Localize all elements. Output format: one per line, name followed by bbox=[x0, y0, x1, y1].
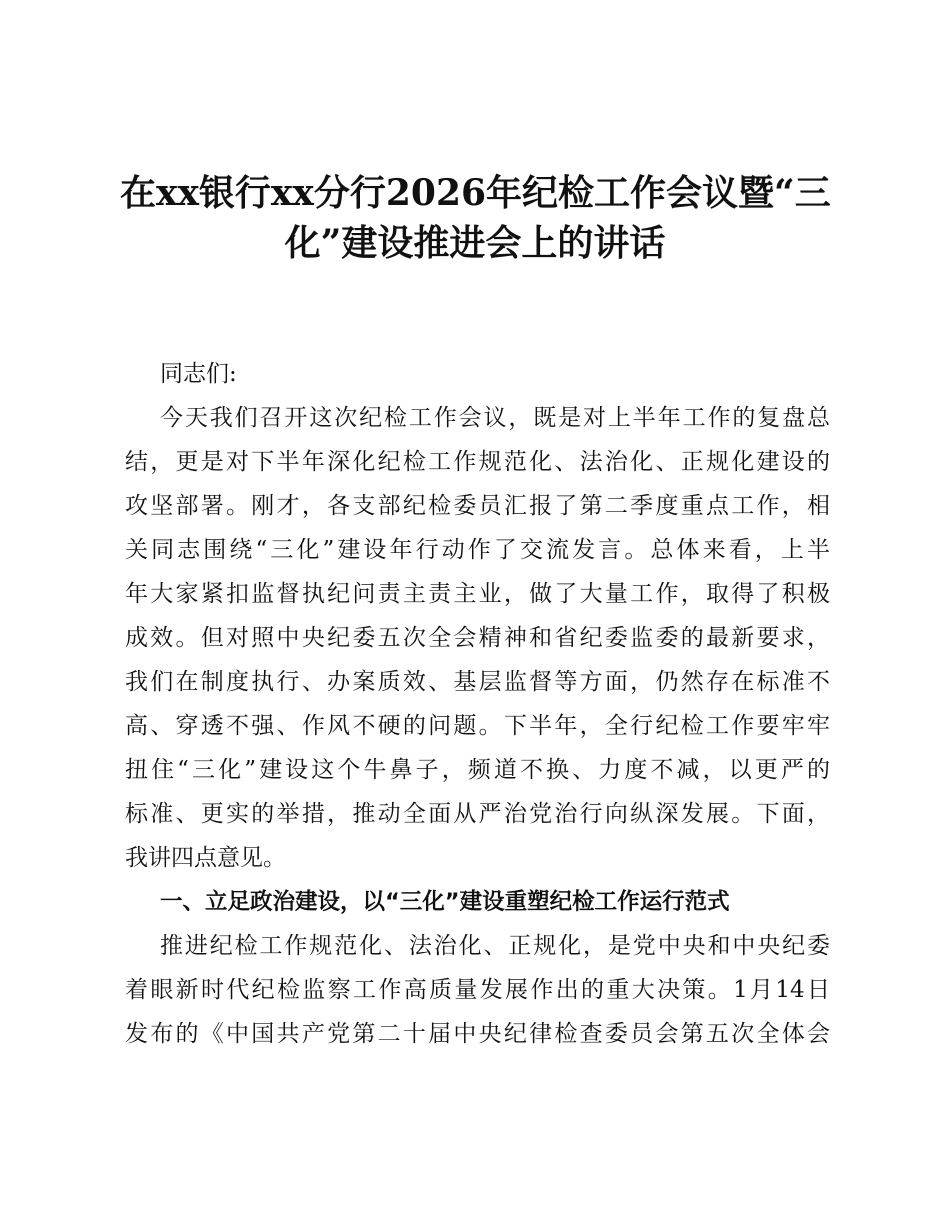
document-body bbox=[125, 352, 830, 1056]
paragraph-line: 我讲四点意见。 bbox=[125, 845, 286, 871]
paragraph-line: 关同志围绕“三化”建设年行动作了交流发言。总体来看，上半 bbox=[125, 537, 830, 563]
paragraph-line: 扭住“三化”建设这个牛鼻子，频道不换、力度不减，以更严的 bbox=[125, 757, 830, 783]
paragraph-line: 高、穿透不强、作风不硬的问题。下半年，全行纪检工作要牢牢 bbox=[125, 713, 830, 739]
title-line-1: 在xx银行xx分行2026年纪检工作会议暨“三 bbox=[120, 172, 831, 214]
salutation: 同志们: bbox=[160, 361, 237, 387]
paragraph-line: 标准、更实的举措，推动全面从严治党治行向纵深发展。下面， bbox=[125, 801, 830, 827]
paragraph-line: 成效。但对照中央纪委五次全会精神和省纪委监委的最新要求， bbox=[125, 625, 830, 651]
paragraph-line: 推进纪检工作规范化、法治化、正规化，是党中央和中央纪委 bbox=[160, 933, 830, 959]
title-line-2: 化”建设推进会上的讲话 bbox=[284, 222, 666, 264]
paragraph-line: 着眼新时代纪检监察工作高质量发展作出的重大决策。1月14日 bbox=[125, 977, 830, 1003]
paragraph-1 bbox=[125, 396, 830, 880]
document-title bbox=[120, 168, 830, 268]
paragraph-line: 年大家紧扣监督执纪问责主责主业，做了大量工作，取得了积极 bbox=[125, 581, 830, 607]
paragraph-2 bbox=[125, 924, 830, 1056]
paragraph-line: 攻坚部署。刚才，各支部纪检委员汇报了第二季度重点工作，相 bbox=[125, 493, 830, 519]
paragraph-line: 发布的《中国共产党第二十届中央纪律检查委员会第五次全体会 bbox=[125, 1021, 830, 1047]
paragraph-line: 我们在制度执行、办案质效、基层监督等方面，仍然存在标准不 bbox=[125, 669, 830, 695]
paragraph-line: 今天我们召开这次纪检工作会议，既是对上半年工作的复盘总 bbox=[160, 405, 830, 431]
section-heading-1: 一、立足政治建设，以“三化”建设重塑纪检工作运行范式 bbox=[160, 889, 730, 915]
paragraph-line: 结，更是对下半年深化纪检工作规范化、法治化、正规化建设的 bbox=[125, 449, 830, 475]
